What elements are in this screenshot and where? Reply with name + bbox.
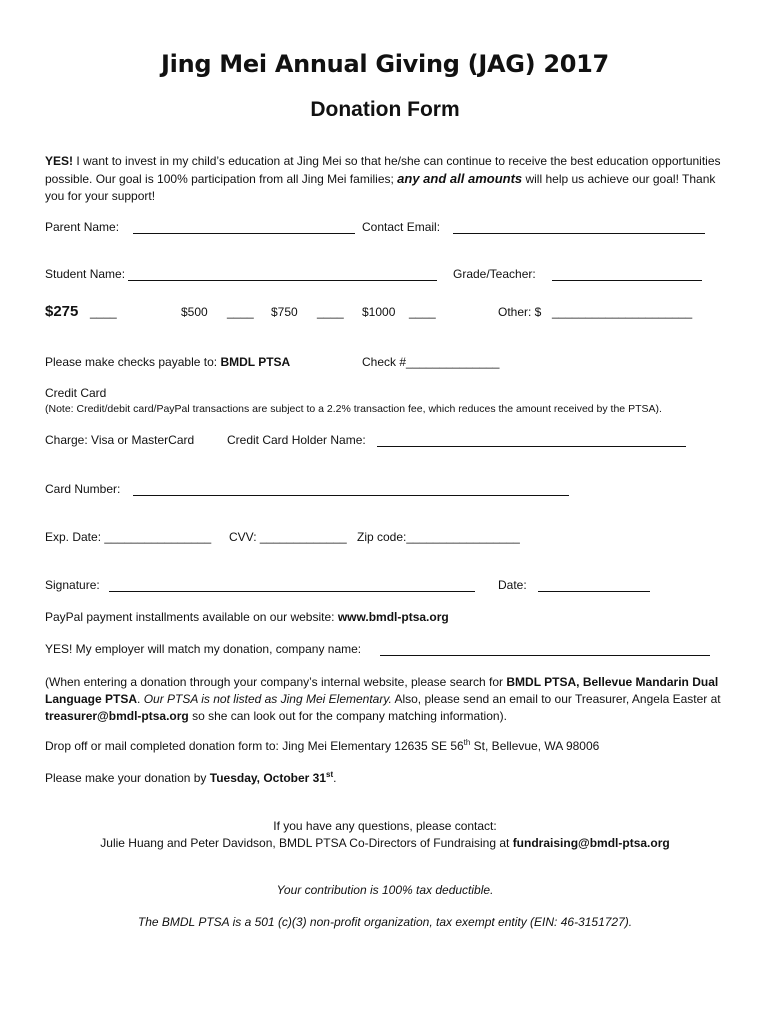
parent-name-label: Parent Name: [45, 220, 120, 234]
amount-750-label: $750 [271, 305, 298, 319]
employer-italic-note: Our PTSA is not listed as Jing Mei Elementary. [143, 692, 392, 706]
date-field[interactable] [538, 591, 650, 592]
employer-text-2: . [137, 692, 144, 706]
signature-field[interactable] [109, 591, 475, 592]
fundraising-email[interactable]: fundraising@bmdl-ptsa.org [512, 836, 670, 850]
intro-text-2: will help us achieve our goal! Thank you for your support! [45, 172, 716, 203]
credit-card-heading: Credit Card [45, 386, 107, 400]
check-number-field[interactable]: Check #______________ [362, 355, 500, 369]
parent-name-field[interactable] [133, 233, 355, 234]
deadline-prefix: Please make your donation by [45, 771, 210, 785]
contact-email-field[interactable] [453, 233, 705, 234]
deadline-suffix: . [333, 771, 337, 785]
company-name-field[interactable] [380, 655, 710, 656]
employer-ptsa-name: BMDL PTSA, Bellevue Mandarin Dual Language PTSA [45, 675, 719, 706]
zip-code-field[interactable]: Zip code:_________________ [357, 530, 520, 544]
amount-500-blank[interactable]: ____ [227, 305, 254, 319]
amount-1000-blank[interactable]: ____ [409, 305, 436, 319]
amount-500-label: $500 [181, 305, 208, 319]
nonprofit-note: The BMDL PTSA is a 501 (c)(3) non-profit organization, tax exempt entity (EIN: 46-3151727). [137, 915, 633, 929]
deadline-line [45, 771, 337, 785]
employer-text-1: (When entering a donation through your company’s internal website, please search for [45, 675, 507, 689]
amount-other-label: Other: $ [498, 305, 542, 319]
dropoff-text-2: St, Bellevue, WA 98006 [470, 739, 600, 753]
checks-payee: BMDL PTSA [220, 355, 291, 369]
fee-note: (Note: Credit/debit card/PayPal transactions are subject to a 2.2% transaction fee, which reduces the amount received by the PTSA). [45, 403, 662, 415]
grade-teacher-field[interactable] [552, 280, 702, 281]
intro-yes: YES! [45, 154, 74, 168]
employer-text-4: so she can look out for the company matching information). [188, 709, 507, 723]
exp-date-field[interactable]: Exp. Date: ________________ [45, 530, 212, 544]
dropoff-line [45, 739, 599, 753]
card-holder-label: Credit Card Holder Name: [227, 433, 366, 447]
date-label: Date: [498, 578, 527, 592]
student-name-label: Student Name: [45, 267, 126, 281]
signature-label: Signature: [45, 578, 100, 592]
checks-prefix: Please make checks payable to: [45, 355, 221, 369]
paypal-line [45, 610, 449, 624]
amount-275-blank[interactable]: ____ [90, 305, 117, 319]
charge-label: Charge: Visa or MasterCard [45, 433, 195, 447]
card-number-field[interactable] [133, 495, 569, 496]
deadline-sup: st [326, 770, 334, 779]
paypal-prefix: PayPal payment installments available on our website: [45, 610, 338, 624]
intro-paragraph [45, 153, 735, 205]
tax-deductible-note: Your contribution is 100% tax deductible. [276, 883, 494, 897]
form-subtitle: Donation Form [310, 98, 460, 121]
student-name-field[interactable] [128, 280, 437, 281]
employer-text-3: Also, please send an email to our Treasurer, Angela Easter at [391, 692, 721, 706]
contact-line [0, 836, 770, 850]
employer-paragraph [45, 674, 725, 725]
amount-1000-label: $1000 [362, 305, 396, 319]
treasurer-email[interactable]: treasurer@bmdl-ptsa.org [45, 709, 189, 723]
paypal-url[interactable]: www.bmdl-ptsa.org [337, 610, 449, 624]
checks-line [45, 355, 290, 369]
cvv-field[interactable]: CVV: _____________ [229, 530, 347, 544]
deadline-date: Tuesday, October 31 [209, 771, 327, 785]
grade-teacher-label: Grade/Teacher: [453, 267, 536, 281]
amount-other-blank[interactable]: _____________________ [552, 305, 693, 319]
employer-match-label: YES! My employer will match my donation, company name: [45, 642, 362, 656]
amount-750-blank[interactable]: ____ [317, 305, 344, 319]
dropoff-text: Drop off or mail completed donation form to: Jing Mei Elementary 12635 SE 56 [45, 739, 464, 753]
intro-text-1: I want to invest in my child’s education at Jing Mei so that he/she can continue to receive the best education opportunities possible. Our goal is 100% participation from all Jing Mei families; [45, 154, 721, 186]
card-holder-field[interactable] [377, 446, 686, 447]
contact-names: Julie Huang and Peter Davidson, BMDL PTSA Co-Directors of Fundraising at [100, 836, 513, 850]
amount-275-label: $275 [45, 303, 79, 320]
form-title: Jing Mei Annual Giving (JAG) 2017 [161, 50, 609, 78]
intro-emphasis: any and all amounts [397, 171, 523, 186]
contact-email-label: Contact Email: [362, 220, 441, 234]
card-number-label: Card Number: [45, 482, 121, 496]
dropoff-sup: th [463, 738, 471, 747]
contact-intro: If you have any questions, please contact: [273, 819, 497, 833]
